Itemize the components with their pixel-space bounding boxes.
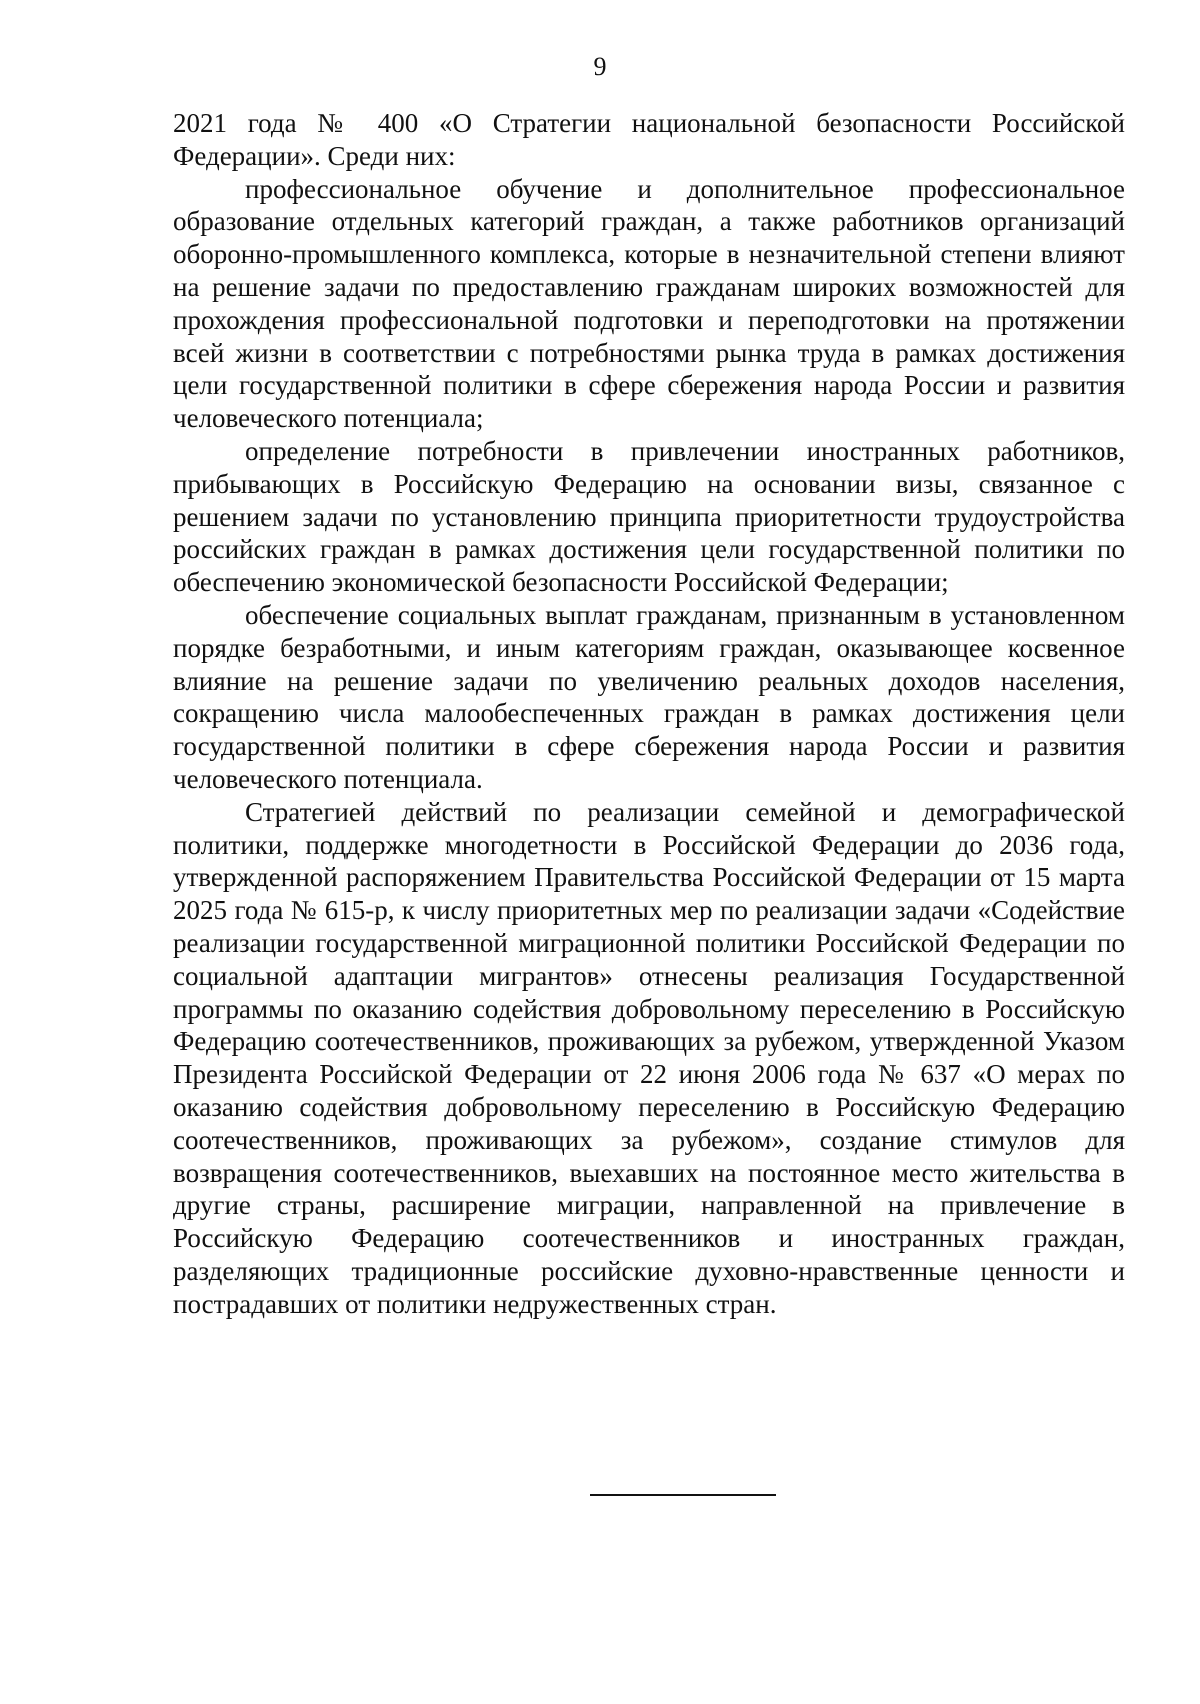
paragraph-social-payments: обеспечение социальных выплат гражданам, признанным в установленном порядке безработными, и иным категориям граждан, оказывающее косвенное влияние на решение задачи по увеличению реальных доходов населения, сокращению числа малообеспеченных граждан в рамках достижения цели государственной политики в сфере сбережения народа России и развития человеческого потенциала. [173,599,1125,794]
page-number: 9 [593,52,607,81]
paragraph-intro: 2021 года № 400 «О Стратегии национальной безопасности Российской Федерации». Среди них: [173,108,1125,171]
paragraph-foreign-workers: определение потребности в привлечении иностранных работников, прибывающих в Российскую Федерацию на основании визы, связанное с решением задачи по установлению принципа приоритетности трудоустройства российских граждан в рамках достижения цели государственной политики по обеспечению экономической безопасности Российской Федерации; [173,435,1125,598]
paragraph-vocational-training: профессиональное обучение и дополнительное профессиональное образование отдельных категорий граждан, а также работников организаций оборонно-промышленного комплекса, которые в незначительной степени влияют на решение задачи по предоставлению гражданам широких возможностей для прохождения профессиональной подготовки и переподготовки на протяжении всей жизни в соответствии с потребностями рынка труда в рамках достижения цели государственной политики в сфере сбережения народа России и развития человеческого потенциала; [173,173,1125,434]
body-text [173,107,1125,1320]
end-of-text-rule [590,1494,776,1496]
paragraph-family-strategy: Стратегией действий по реализации семейной и демографической политики, поддержке многодетности в Российской Федерации до 2036 года, утвержденной распоряжением Правительства Российской Федерации от 15 марта 2025 года № 615-р, к числу приоритетных мер по реализации задачи «Содействие реализации государственной миграционной политики Российской Федерации по социальной адаптации мигрантов» отнесены реализация Государственной программы по оказанию содействия добровольному переселению в Российскую Федерацию соотечественников, проживающих за рубежом, утвержденной Указом Президента Российской Федерации от 22 июня 2006 года № 637 «О мерах по оказанию содействия добровольному переселению в Российскую Федерацию соотечественников, проживающих за рубежом», создание стимулов для возвращения соотечественников, выехавших на постоянное место жительства в другие страны, расширение миграции, направленной на привлечение в Российскую Федерацию соотечественников и иностранных граждан, разделяющих традиционные российские духовно-нравственные ценности и пострадавших от политики недружественных стран. [173,796,1125,1319]
